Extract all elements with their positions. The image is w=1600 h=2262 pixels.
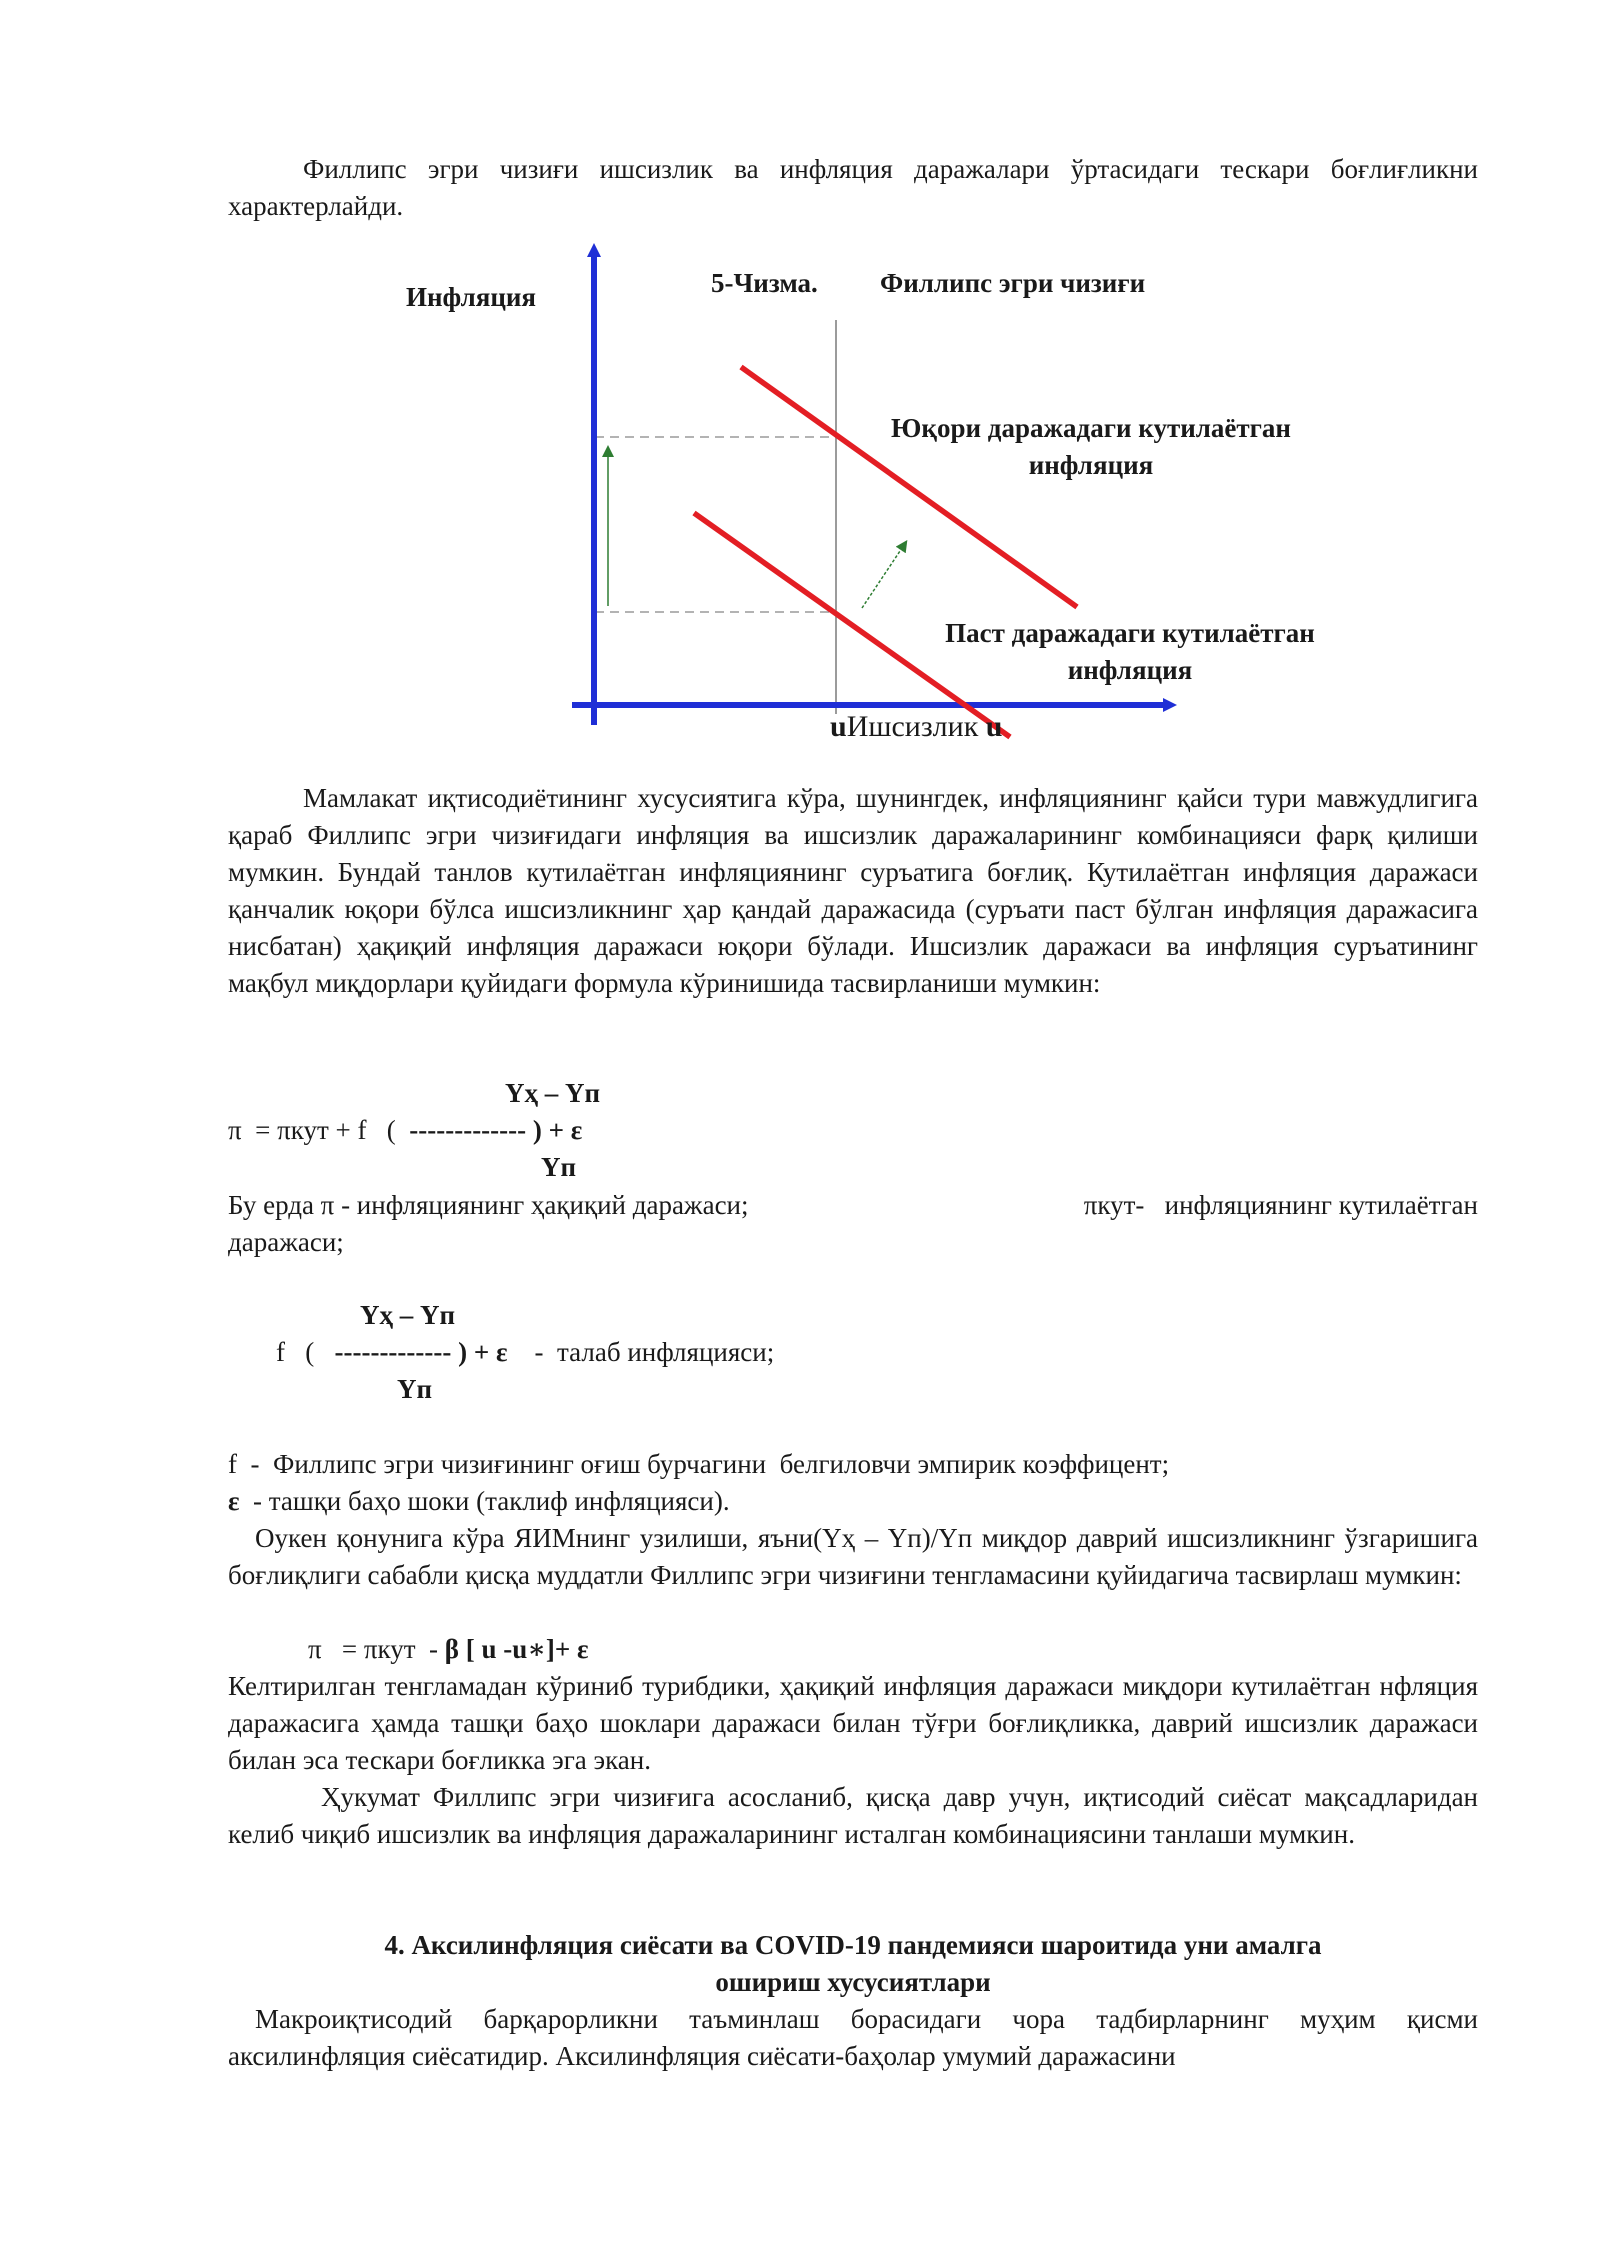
- section-heading: [228, 1927, 1478, 2001]
- low-curve-label-line1: Паст даражадаги кутилаётган: [945, 618, 1315, 648]
- formula3: [308, 1631, 589, 1668]
- government-paragraph: Ҳукумат Филлипс эгри чизиғига асосланиб, қисқа давр учун, иқтисодий сиёсат мақсадларидан келиб чиқиб ишсизлик ва инфляция даражаларининг исталган комбинациясини танлаши мумкин.: [228, 1782, 1478, 1849]
- epsilon-symbol: ε: [228, 1486, 240, 1516]
- formula3-left: π = πкут -: [308, 1634, 445, 1664]
- formula1-numerator: Yҳ – Yп: [505, 1078, 601, 1108]
- formula2-denominator: Yп: [397, 1374, 433, 1404]
- x-axis-marker: u: [830, 710, 847, 743]
- high-curve-label-line1: Юқори даражадаги кутилаётган: [891, 413, 1291, 443]
- formula2-main-left: f (: [276, 1337, 315, 1367]
- y-axis-label: Инфляция: [406, 282, 537, 312]
- formula2-numerator: Yҳ – Yп: [360, 1300, 456, 1330]
- figure-caption-number: 5-Чизма.: [711, 268, 818, 298]
- section-heading-line1: 4. Аксилинфляция сиёсати ва COVID-19 пандемияси шароитида уни амалга: [384, 1930, 1322, 1960]
- x-axis-symbol: u: [985, 710, 1003, 743]
- high-expected-inflation-curve: [741, 367, 1077, 607]
- epsilon-definition: - ташқи баҳо шоки (таклиф инфляцияси).: [239, 1486, 730, 1516]
- pi-definition: Бу ерда π - инфляциянинг ҳақиқий даражаси;: [228, 1190, 749, 1220]
- pi-expected-definition: πкут- инфляциянинг кутилаётган: [1083, 1190, 1478, 1220]
- formula1-main-right: ------------- ) + ε: [395, 1115, 583, 1145]
- high-curve-label: [851, 410, 1331, 484]
- epsilon-definition-line: [228, 1483, 730, 1520]
- curve-shift-arrow: [862, 545, 904, 608]
- formula2-main-right: ------------- ) + ε: [314, 1337, 508, 1367]
- final-paragraph: Макроиқтисодий барқарорликни таъминлаш борасидаги чора тадбирларнинг муҳим қисми аксилинфляция сиёсатидир. Аксилинфляция сиёсати-баҳолар умумий даражасини: [228, 2004, 1478, 2071]
- high-curve-label-line2: инфляция: [1028, 450, 1154, 480]
- paragraph-expected-inflation: Мамлакат иқтисодиётининг хусусиятига кўра, шунингдек, инфляциянинг қайси тури мавжудлигига қараб Филлипс эгри чизиғидаги инфляция ва ишсизлик даражаларининг комбинацияси фарқ қилиши мумкин. Бундай танлов кутилаётган инфляциянинг суръатига боғлиқ. Кутилаётган инфляция даражаси қанчалик юқори бўлса ишсизликнинг ҳар қандай даражасида (суръати паст бўлган инфляция даражасига нисбатан) ҳақиқий инфляция даражаси юқори бўлади. Ишсизлик даражаси ва инфляция суръатининг мақбул миқдорлари қуйидаги формула кўринишида тасвирланиши мумкин:: [228, 783, 1478, 998]
- conclusion-paragraph: Келтирилган тенгламадан кўриниб турибдики, ҳақиқий инфляция даражаси миқдори кутилаётган нфляция даражасига ҳамда ташқи баҳо шоклари даражаси билан тўғри боғлиқликка, даврий ишсизлик даражаси билан эса тескари боғликка эга экан.: [228, 1671, 1478, 1775]
- x-axis-label: Ишсизлик: [846, 710, 979, 743]
- section-heading-line2: ошириш хусусиятлари: [715, 1967, 991, 1997]
- intro-paragraph: Филлипс эгри чизиғи ишсизлик ва инфляция даражалари ўртасидаги тескари боғлиғликни характерлайди.: [228, 154, 1478, 221]
- pi-expected-definition-continuation: даражаси;: [228, 1227, 344, 1257]
- formula3-right: β [ u -u∗]+ ε: [444, 1634, 589, 1664]
- formula1-main-left: π = πкут + f (: [228, 1115, 396, 1145]
- figure-caption-title: Филлипс эгри чизиғи: [880, 268, 1146, 298]
- low-curve-label: [905, 615, 1355, 689]
- formula1-denominator: Yп: [541, 1152, 577, 1182]
- formula2-main-suffix: - талаб инфляцияси;: [507, 1337, 775, 1367]
- formula2-main: [276, 1334, 774, 1371]
- f-definition: f - Филлипс эгри чизиғининг оғиш бурчагини белгиловчи эмпирик коэффицент;: [228, 1449, 1170, 1479]
- okun-paragraph: Оукен қонунига кўра ЯИМнинг узилиши, яъни(Yҳ – Yп)/Yп миқдор даврий ишсизликнинг ўзгаришига боғлиқлиги сабабли қисқа муддатли Филлипс эгри чизиғини тенгламасини қуйидагича тасвирлаш мумкин:: [228, 1523, 1478, 1590]
- x-axis-label-group: [830, 708, 1002, 745]
- formula1-main: [228, 1112, 582, 1149]
- low-curve-label-line2: инфляция: [1067, 655, 1193, 685]
- phillips-curve-figure: [0, 0, 1600, 760]
